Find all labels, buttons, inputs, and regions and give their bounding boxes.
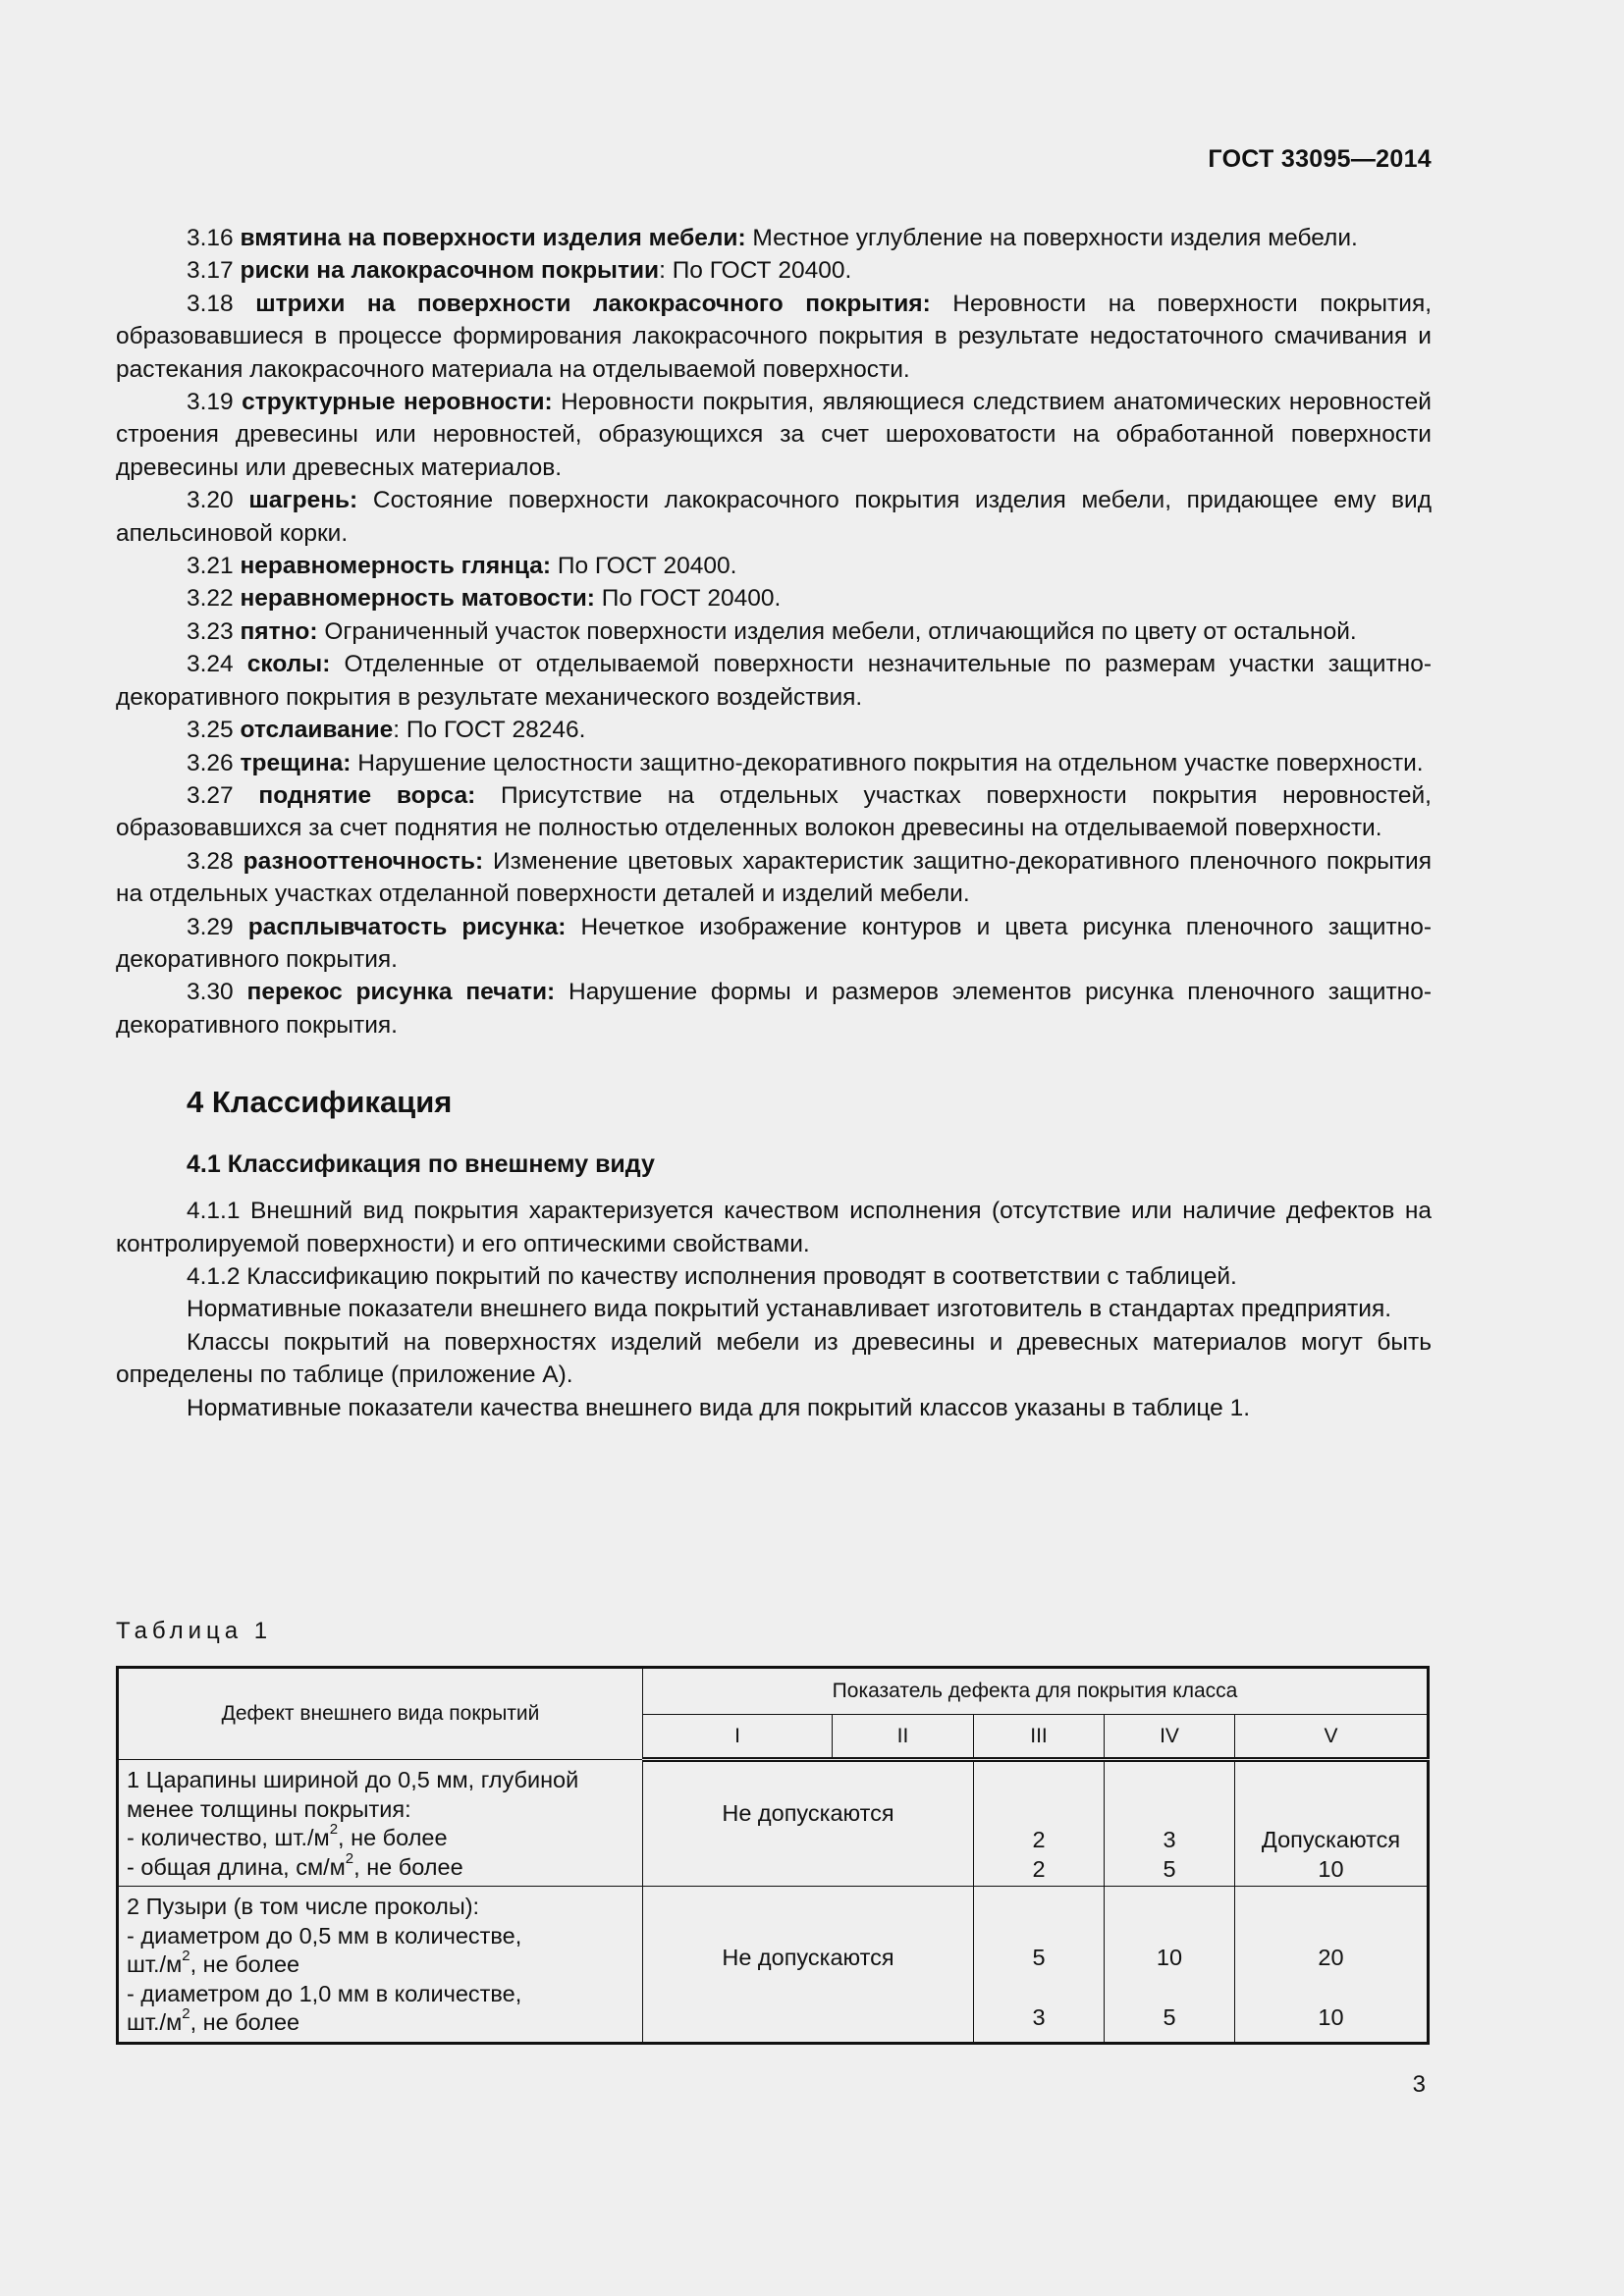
term-definition: Неровности покрытия, являющиеся следствием анатомических неровностей строения древесины или неровностей, образующихся за счет шероховатости на обработанной поверхности древесины или древесных материалов.	[116, 389, 1432, 481]
subsection-heading: 4.1 Классификация по внешнему виду	[187, 1150, 655, 1179]
header-class: V	[1235, 1715, 1429, 1760]
paragraph: Классы покрытий на поверхностях изделий мебели из древесины и древесных материалов могут быть определены по таблице (приложение А).	[116, 1328, 1432, 1389]
defect-text: - диаметром до 0,5 мм в количестве,	[127, 1922, 522, 1949]
term-definition: Нарушение формы и размеров элементов рисунка пленочного защитно-декоративного покрытия.	[116, 979, 1432, 1039]
term-entry	[116, 222, 1432, 254]
header-class: IV	[1105, 1715, 1235, 1760]
term-name: шагрень:	[248, 487, 358, 514]
term-entry	[116, 550, 1432, 582]
term-definition: Отделенные от отделываемой поверхности незначительные по размерам участки защитно-декоративного покрытия в результате механического воздействия.	[116, 651, 1432, 711]
defects-table	[116, 1666, 1430, 2045]
paragraph: Нормативные показатели внешнего вида покрытий устанавливает изготовитель в стандартах предприятия.	[187, 1296, 1392, 1323]
body-text	[116, 222, 1432, 1424]
term-number: 3.24	[187, 651, 234, 678]
term-number: 3.28	[187, 847, 234, 875]
defect-cell	[118, 1760, 643, 1887]
term-number: 3.16	[187, 225, 234, 251]
defect-text: 1 Царапины шириной до 0,5 мм, глубиной менее толщины покрытия:	[127, 1767, 579, 1822]
table-row	[118, 1760, 1429, 1887]
term-definition: Присутствие на отдельных участках поверхности покрытия неровностей, образовавшихся за счет поднятия не полностью отделенных волокон древесины на отделываемой поверхности.	[116, 781, 1432, 842]
defect-text: 2 Пузыри (в том числе проколы):	[127, 1894, 480, 1919]
term-definition: Местное углубление на поверхности изделия мебели.	[745, 225, 1358, 251]
value-cell: Не допускаются	[643, 1887, 974, 2044]
defect-text: - общая длина, $см/м^2$, не более	[127, 1849, 463, 1880]
term-entry	[116, 615, 1432, 648]
term-number: 3.19	[187, 389, 234, 416]
paragraph: 4.1.1 Внешний вид покрытия характеризуется качеством исполнения (отсутствие или наличие дефектов на контролируемой поверхности) и его оптическими свойствами.	[116, 1198, 1432, 1257]
defect-text: - количество, $шт./м^2$, не более	[127, 1821, 448, 1850]
term-definition: По ГОСТ 20400.	[551, 553, 737, 580]
term-definition: Изменение цветовых характеристик защитно-декоративного пленочного покрытия на отдельных участках отделанной поверхности деталей и изделий мебели.	[116, 847, 1432, 908]
term-name: риски на лакокрасочном покрытии	[240, 257, 660, 285]
term-entry	[116, 484, 1432, 550]
value-cell: 20 10	[1235, 1887, 1429, 2044]
paragraph: Нормативные показатели качества внешнего вида для покрытий классов указаны в таблице 1.	[187, 1394, 1251, 1421]
term-number: 3.21	[187, 553, 234, 580]
term-name: перекос рисунка печати:	[246, 979, 556, 1006]
defect-text: $шт./м^2$, не более	[127, 1948, 300, 1977]
term-definition: По ГОСТ 20400.	[594, 585, 782, 613]
value-cell: Допускаются 10	[1235, 1760, 1429, 1887]
defect-text: $шт./м^2$, не более	[127, 2005, 300, 2035]
term-name: неравномерность глянца:	[240, 553, 552, 580]
term-entry	[116, 747, 1432, 779]
header-class: I	[643, 1715, 833, 1760]
paragraph: 4.1.2 Классификацию покрытий по качеству исполнения проводят в соответствии с таблицей.	[187, 1262, 1237, 1290]
term-name: расплывчатость рисунка:	[247, 913, 567, 940]
document-code: ГОСТ 33095—2014	[1208, 145, 1432, 173]
term-number: 3.27	[187, 781, 234, 809]
term-number: 3.20	[187, 487, 234, 514]
term-entry	[116, 288, 1432, 386]
term-name: вмятина на поверхности изделия мебели:	[240, 225, 746, 251]
term-name: пятно:	[240, 617, 318, 645]
defect-text: - диаметром до 1,0 мм в количестве,	[127, 1980, 522, 2006]
term-name: сколы:	[246, 651, 331, 678]
table-row	[118, 1887, 1429, 2044]
term-definition: Нечеткое изображение контуров и цвета рисунка пленочного защитно-декоративного покрытия.	[116, 913, 1432, 973]
header-class: III	[974, 1715, 1105, 1760]
term-name: структурные неровности:	[242, 389, 553, 416]
header-class: II	[833, 1715, 974, 1760]
header-defect: Дефект внешнего вида покрытий	[118, 1668, 643, 1760]
term-name: отслаивание	[240, 717, 394, 744]
value-cell: 10 5	[1105, 1887, 1235, 2044]
term-number: 3.29	[187, 913, 234, 940]
term-entry	[116, 386, 1432, 484]
term-definition: : По ГОСТ 20400.	[659, 257, 852, 285]
term-definition: : По ГОСТ 28246.	[393, 717, 586, 744]
term-number: 3.18	[187, 290, 234, 317]
value-cell: Не допускаются	[643, 1760, 974, 1887]
value-cell: 2 2	[974, 1760, 1105, 1887]
term-definition: Ограниченный участок поверхности изделия мебели, отличающийся по цвету от остальной.	[317, 617, 1357, 645]
term-entry	[116, 714, 1432, 746]
term-name: штрихи на поверхности лакокрасочного покрытия:	[255, 290, 931, 317]
term-entry	[116, 976, 1432, 1041]
term-number: 3.30	[187, 979, 234, 1006]
value-cell: 3 5	[1105, 1760, 1235, 1887]
term-number: 3.26	[187, 749, 234, 776]
term-entry	[116, 254, 1432, 287]
term-number: 3.17	[187, 257, 234, 285]
term-definition: Нарушение целостности защитно-декоративного покрытия на отдельном участке поверхности.	[351, 749, 1424, 776]
term-entry	[116, 779, 1432, 845]
term-name: разнооттеночность:	[243, 847, 484, 875]
section-heading: 4 Классификация	[187, 1085, 453, 1120]
page-number: 3	[1412, 2071, 1426, 2098]
term-entry	[116, 582, 1432, 614]
table-header-row	[118, 1668, 1429, 1715]
term-entry	[116, 648, 1432, 714]
value-cell: 5 3	[974, 1887, 1105, 2044]
term-name: поднятие ворса:	[258, 781, 476, 809]
term-entry	[116, 911, 1432, 977]
term-name: неравномерность матовости:	[240, 585, 595, 613]
term-entry	[116, 845, 1432, 911]
term-number: 3.22	[187, 585, 234, 613]
terms-list	[116, 222, 1432, 1041]
term-number: 3.23	[187, 617, 234, 645]
table-caption: Таблица 1	[116, 1618, 273, 1644]
term-definition: Неровности на поверхности покрытия, образовавшиеся в процессе формирования лакокрасочного покрытия в результате недостаточного смачивания и растекания лакокрасочного материала на отделываемой поверхности.	[116, 290, 1433, 383]
header-class-group: Показатель дефекта для покрытия класса	[643, 1668, 1429, 1715]
defect-cell	[118, 1887, 643, 2044]
term-number: 3.25	[187, 717, 234, 744]
term-name: трещина:	[240, 749, 352, 776]
term-definition: Состояние поверхности лакокрасочного покрытия изделия мебели, придающее ему вид апельсиновой корки.	[116, 487, 1432, 547]
